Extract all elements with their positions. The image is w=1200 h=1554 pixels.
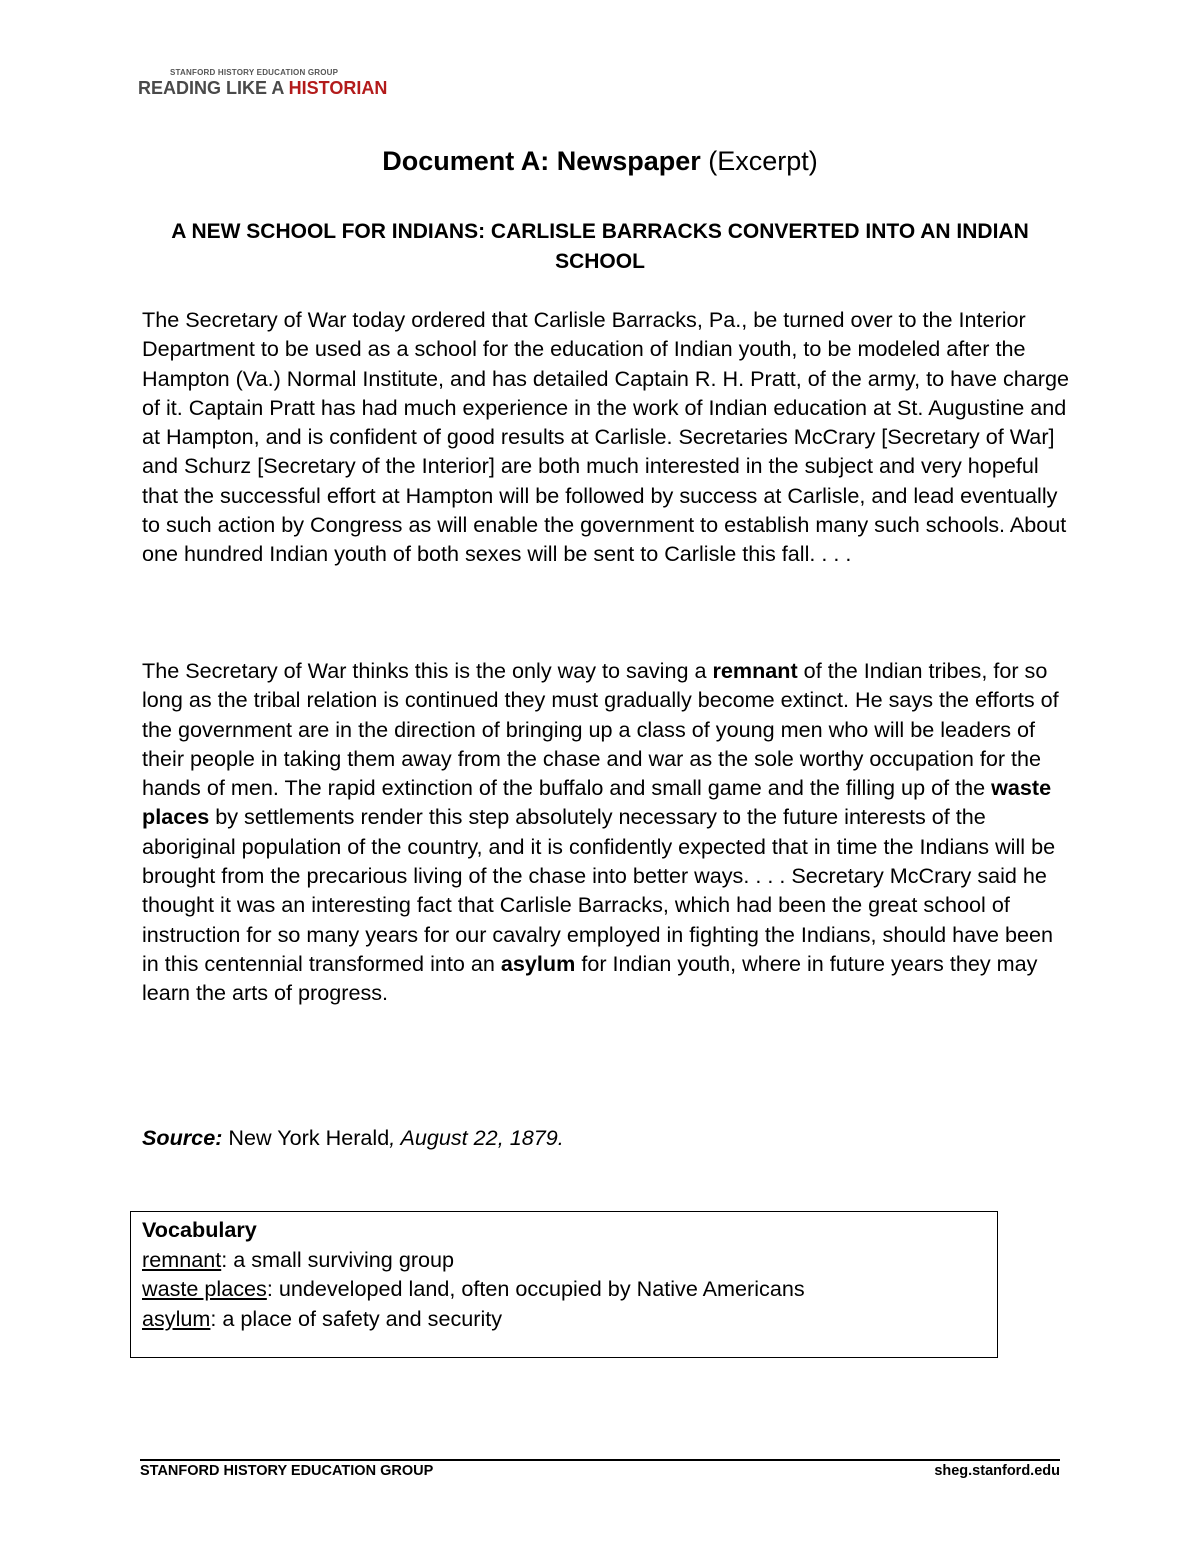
- paragraph-2-text: for Indian youth, where in future years they may learn the arts of progress.: [142, 950, 1038, 1006]
- source-citation: [142, 1125, 564, 1151]
- logo-main-text: [138, 78, 387, 99]
- document-title: [0, 146, 1200, 177]
- logo-accent-end: RIAN: [343, 78, 388, 98]
- logo-small-text: STANFORD HISTORY EDUCATION GROUP: [170, 68, 339, 77]
- vocabulary-item: [142, 1304, 986, 1334]
- term-asylum: asylum: [500, 950, 576, 976]
- vocabulary-definition: : a small surviving group: [221, 1246, 455, 1272]
- vocabulary-box: [130, 1211, 998, 1358]
- vocabulary-term: asylum: [142, 1305, 211, 1331]
- source-date: , August 22, 1879.: [389, 1125, 564, 1150]
- logo: [138, 68, 387, 99]
- vocabulary-term: remnant: [142, 1246, 222, 1272]
- term-remnant: remnant: [712, 658, 798, 683]
- paragraph-2-text: The Secretary of War thinks this is the only way to saving a: [142, 658, 713, 683]
- vocabulary-title: Vocabulary: [142, 1217, 257, 1242]
- headline: A NEW SCHOOL FOR INDIANS: CARLISLE BARRACKS CONVERTED INTO AN INDIAN SCHOOL: [171, 220, 1029, 273]
- footer-url: sheg.stanford.edu: [934, 1463, 1060, 1479]
- footer-divider: [140, 1459, 1060, 1461]
- logo-main-part: READING LIKE A: [138, 78, 289, 98]
- document-title-excerpt: (Excerpt): [700, 146, 818, 176]
- vocabulary-term: waste places: [142, 1276, 267, 1301]
- vocabulary-item: [142, 1245, 986, 1275]
- logo-accent-o: O: [329, 78, 344, 98]
- paragraph-2: [142, 656, 1072, 1008]
- footer-org: STANFORD HISTORY EDUCATION GROUP: [140, 1463, 434, 1479]
- vocabulary-definition: : undeveloped land, often occupied by Native Americans: [266, 1276, 805, 1301]
- logo-accent-part: HIST: [288, 78, 330, 98]
- source-label: Source:: [142, 1125, 223, 1150]
- paragraph-2-text: of the Indian tribes, for so long as the tribal relation is continued they must gradually become extinct. He says the efforts of the government are in the direction of bringing up a class of young men who will be leaders of their people in taking them away from the chase and war as the sole worthy occupation for the hands of men. The rapid extinction of the buffalo and small game and the filling up of the: [142, 658, 1059, 801]
- vocabulary-item: [142, 1274, 986, 1304]
- paragraph-2-text: by settlements render this step absolutely necessary to the future interests of the aboriginal population of the country, and it is confidently expected that in time the Indians will be brought from the precarious living of the chase into better ways. . . . Secretary McCrary said he thought it was an interesting fact that Carlisle Barracks, which had been the great school of instruction for so many years for our cavalry employed in fighting the Indians, should have been in this centennial transformed into an: [142, 804, 1056, 976]
- vocabulary-definition: : a place of safety and security: [210, 1305, 503, 1331]
- paragraph-1: The Secretary of War today ordered that Carlisle Barracks, Pa., be turned over to the Interior Department to be used as a school for the education of Indian youth, to be modeled after the Hampton (Va.) Normal Institute, and has detailed Captain R. H. Pratt, of the army, to have charge of it. Captain Pratt has had much experience in the work of Indian education at St. Augustine and at Hampton, and is confident of good results at Carlisle. Secretaries McCrary [Secretary of War] and Schurz [Secretary of the Interior] are both much interested in the subject and very hopeful that the successful effort at Hampton will be followed by success at Carlisle, and lead eventually to such action by Congress as will enable the government to establish many such schools. About one hundred Indian youth of both sexes will be sent to Carlisle this fall. . . .: [142, 307, 1069, 567]
- term-waste-places: waste places: [142, 775, 1052, 830]
- source-name: New York Herald: [222, 1125, 390, 1150]
- document-title-bold: Document A: Newspaper: [382, 146, 701, 176]
